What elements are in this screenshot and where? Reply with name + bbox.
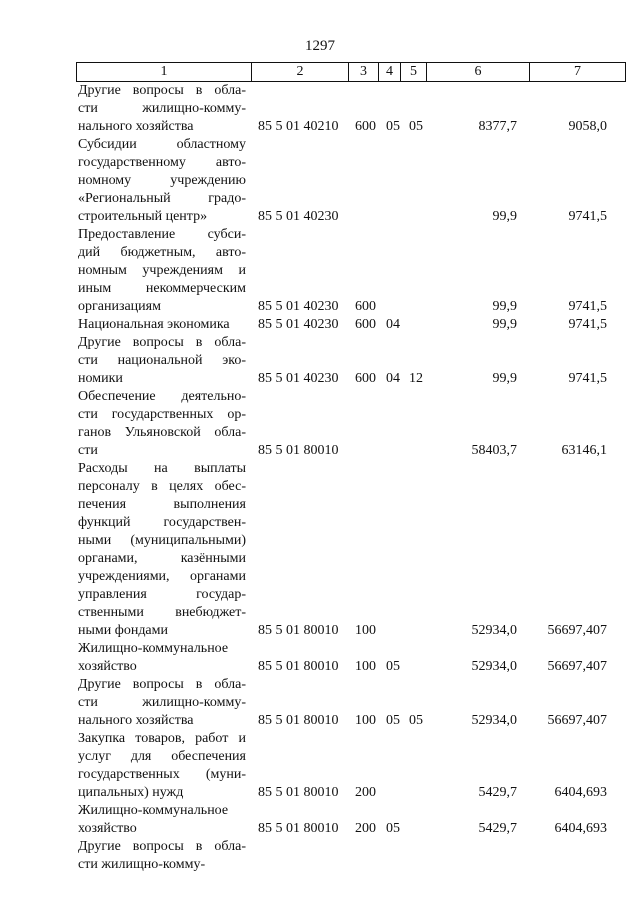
amount-col-6: 52934,0 <box>471 659 517 674</box>
table-body <box>0 82 640 874</box>
row-description <box>78 838 246 874</box>
description-line: иным некоммерческим <box>78 281 246 296</box>
description-line: управления государ- <box>78 587 246 602</box>
amount-col-6: 5429,7 <box>478 821 517 836</box>
description-line: сти жилищно-комму- <box>78 857 206 872</box>
description-line: государственных (муни- <box>78 767 246 782</box>
row-description <box>78 136 246 226</box>
subsection: 12 <box>409 371 423 386</box>
amount-col-7: 56697,407 <box>547 713 607 728</box>
description-line: сти государственных ор- <box>78 407 246 422</box>
row-description <box>78 226 246 316</box>
table-row <box>0 388 640 460</box>
section: 04 <box>386 371 400 386</box>
header-col-4: 4 <box>379 63 401 81</box>
section: 05 <box>386 119 400 134</box>
description-line: номному учреждению <box>78 173 246 188</box>
description-line: хозяйство <box>78 821 137 836</box>
budget-code: 85 5 01 80010 <box>258 713 339 728</box>
amount-col-6: 99,9 <box>492 299 517 314</box>
description-line: сти <box>78 443 98 458</box>
table-row <box>0 82 640 136</box>
row-description <box>78 388 246 460</box>
amount-col-6: 52934,0 <box>471 623 517 638</box>
row-description <box>78 316 246 334</box>
expense-type: 100 <box>355 659 376 674</box>
description-line: Жилищно-коммунальное <box>78 803 229 818</box>
description-line: Другие вопросы в обла- <box>78 839 246 854</box>
description-line: государственному авто- <box>78 155 246 170</box>
header-col-2: 2 <box>252 63 349 81</box>
description-line: Расходы на выплаты <box>78 461 246 476</box>
table-header <box>76 62 626 82</box>
section: 05 <box>386 821 400 836</box>
table-row <box>0 316 640 334</box>
description-line: услуг для обеспечения <box>78 749 246 764</box>
budget-code: 85 5 01 40230 <box>258 317 339 332</box>
expense-type: 600 <box>355 371 376 386</box>
expense-type: 600 <box>355 299 376 314</box>
table-row <box>0 838 640 874</box>
description-line: персоналу в целях обес- <box>78 479 246 494</box>
amount-col-7: 9741,5 <box>568 371 607 386</box>
description-line: дий бюджетным, авто- <box>78 245 246 260</box>
description-line: Закупка товаров, работ и <box>78 731 246 746</box>
description-line: нального хозяйства <box>78 713 194 728</box>
description-line: ными (муниципальными) <box>78 533 246 548</box>
section: 05 <box>386 713 400 728</box>
amount-col-6: 52934,0 <box>471 713 517 728</box>
expense-type: 200 <box>355 821 376 836</box>
budget-code: 85 5 01 40230 <box>258 209 339 224</box>
header-col-7: 7 <box>574 64 581 79</box>
table-row <box>0 136 640 226</box>
row-description <box>78 676 246 730</box>
amount-col-7: 9741,5 <box>568 317 607 332</box>
description-line: учреждениями, органами <box>78 569 246 584</box>
description-line: ципальных) нужд <box>78 785 184 800</box>
amount-col-6: 99,9 <box>492 209 517 224</box>
table-row <box>0 226 640 316</box>
row-description <box>78 460 246 640</box>
description-line: организациям <box>78 299 161 314</box>
table-row <box>0 334 640 388</box>
description-line: номики <box>78 371 123 386</box>
description-line: печения выполнения <box>78 497 246 512</box>
amount-col-6: 99,9 <box>492 371 517 386</box>
description-line: Другие вопросы в обла- <box>78 677 246 692</box>
subsection: 05 <box>409 119 423 134</box>
description-line: нального хозяйства <box>78 119 194 134</box>
amount-col-6: 5429,7 <box>478 785 517 800</box>
amount-col-6: 8377,7 <box>478 119 517 134</box>
page-number: 1297 <box>305 38 335 54</box>
description-line: сти жилищно-комму- <box>78 695 246 710</box>
expense-type: 600 <box>355 119 376 134</box>
description-line: сти национальной эко- <box>78 353 246 368</box>
expense-type: 600 <box>355 317 376 332</box>
amount-col-7: 6404,693 <box>554 785 607 800</box>
description-line: Обеспечение деятельно- <box>78 389 246 404</box>
amount-col-7: 56697,407 <box>547 623 607 638</box>
budget-code: 85 5 01 80010 <box>258 659 339 674</box>
subsection: 05 <box>409 713 423 728</box>
table-row <box>0 676 640 730</box>
description-line: Предоставление субси- <box>78 227 246 242</box>
expense-type: 100 <box>355 713 376 728</box>
budget-code: 85 5 01 80010 <box>258 821 339 836</box>
amount-col-7: 9741,5 <box>568 209 607 224</box>
amount-col-7: 6404,693 <box>554 821 607 836</box>
amount-col-7: 56697,407 <box>547 659 607 674</box>
budget-code: 85 5 01 40210 <box>258 119 339 134</box>
budget-code: 85 5 01 40230 <box>258 299 339 314</box>
description-line: ганов Ульяновской обла- <box>78 425 246 440</box>
amount-col-7: 9741,5 <box>568 299 607 314</box>
row-description <box>78 802 246 838</box>
description-line: сти жилищно-комму- <box>78 101 246 116</box>
budget-code: 85 5 01 80010 <box>258 623 339 638</box>
row-description <box>78 730 246 802</box>
amount-col-7: 9058,0 <box>568 119 607 134</box>
description-line: «Региональный градо- <box>78 191 246 206</box>
description-line: Жилищно-коммунальное <box>78 641 229 656</box>
description-line: Другие вопросы в обла- <box>78 335 246 350</box>
row-description <box>78 334 246 388</box>
table-row <box>0 640 640 676</box>
table-row <box>0 802 640 838</box>
budget-code: 85 5 01 40230 <box>258 371 339 386</box>
description-line: ными фондами <box>78 623 169 638</box>
expense-type: 100 <box>355 623 376 638</box>
description-line: строительный центр» <box>78 209 208 224</box>
header-col-3: 3 <box>349 63 379 81</box>
header-col-5: 5 <box>401 63 427 81</box>
description-line: хозяйство <box>78 659 137 674</box>
amount-col-6: 58403,7 <box>471 443 517 458</box>
header-col-6: 6 <box>427 63 530 81</box>
description-line: Другие вопросы в обла- <box>78 83 246 98</box>
header-col-1: 1 <box>77 63 252 81</box>
description-line: ственными внебюджет- <box>78 605 246 620</box>
description-line: органами, казёнными <box>78 551 246 566</box>
section: 05 <box>386 659 400 674</box>
section: 04 <box>386 317 400 332</box>
budget-code: 85 5 01 80010 <box>258 785 339 800</box>
description-line: Субсидии областному <box>78 137 246 152</box>
row-description <box>78 82 246 136</box>
row-description <box>78 640 246 676</box>
description-line: номным учреждениям и <box>78 263 246 278</box>
amount-col-6: 99,9 <box>492 317 517 332</box>
expense-type: 200 <box>355 785 376 800</box>
description-line: функций государствен- <box>78 515 246 530</box>
description-line: Национальная экономика <box>78 317 230 332</box>
table-row <box>0 730 640 802</box>
amount-col-7: 63146,1 <box>561 443 607 458</box>
budget-code: 85 5 01 80010 <box>258 443 339 458</box>
table-row <box>0 460 640 640</box>
